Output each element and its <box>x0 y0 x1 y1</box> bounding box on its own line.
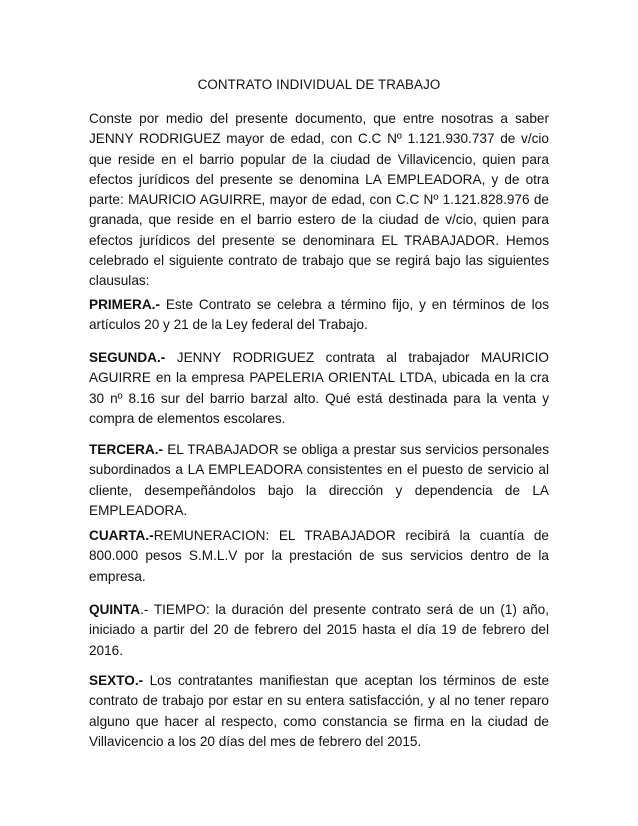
clause-text: Los contratantes manifiestan que aceptan los términos de este contrato de trabajo por estar en su entera satisfacción, y al no tener reparo alguno que hacer al respecto, como constancia se firma en la ciudad de Villavicencio a los 20 días del mes de febrero del 2015. <box>89 673 549 749</box>
clause-text: JENNY RODRIGUEZ contrata al trabajador MAURICIO AGUIRRE en la empresa PAPELERIA ORIENTAL LTDA, ubicada en la cra 30 nº 8.16 sur del barrio barzal alto. Qué está destinada para la venta y compra de elementos escolares. <box>89 350 549 426</box>
clause-text: EL TRABAJADOR se obliga a prestar sus servicios personales subordinados a LA EMPLEADORA consistentes en el puesto de servicio al cliente, desempeñándolos bajo la dirección y dependencia de LA EMPLEADORA. <box>89 442 549 518</box>
clause-text: .- TIEMPO: la duración del presente contrato será de un (1) año, iniciado a partir del 20 de febrero del 2015 hasta el día 19 de febrero del 2016. <box>89 602 549 658</box>
document-title: CONTRATO INDIVIDUAL DE TRABAJO <box>197 77 441 92</box>
clause-label: SEXTO.- <box>89 673 144 688</box>
intro-paragraph: Conste por medio del presente documento, que entre nosotras a saber JENNY RODRIGUEZ mayor de edad, con C.C Nº 1.121.930.737 de v/cio que reside en el barrio popular de la ciudad de Villavicencio, quien para efectos jurídicos del presente se denomina LA EMPLEADORA, y de otra parte: MAURICIO AGUIRRE, mayor de edad, con C.C Nº 1.121.828.976 de granada, que reside en el barrio estero de la ciudad de v/cio, quien para efectos jurídicos del presente se denominara EL TRABAJADOR. Hemos celebrado el siguiente contrato de trabajo que se regirá bajo las siguientes clausulas: <box>89 111 549 289</box>
clause-text: REMUNERACION: EL TRABAJADOR recibirá la cuantía de 800.000 pesos S.M.L.V por la prestación de sus servicios dentro de la empresa. <box>89 528 549 584</box>
clause-sexto <box>89 671 549 752</box>
clause-label: CUARTA.- <box>89 528 154 543</box>
clause-text: Este Contrato se celebra a término fijo, y en términos de los artículos 20 y 21 de la Ley federal del Trabajo. <box>89 297 549 333</box>
clause-cuarta <box>89 526 549 587</box>
clause-segunda <box>89 348 549 429</box>
clause-primera <box>89 295 549 336</box>
clause-label: TERCERA.- <box>89 442 164 457</box>
clause-label: QUINTA <box>89 602 141 617</box>
clause-label: PRIMERA.- <box>89 297 160 312</box>
clause-tercera <box>89 440 549 521</box>
clause-label: SEGUNDA.- <box>89 350 166 365</box>
clause-quinta <box>89 600 549 661</box>
